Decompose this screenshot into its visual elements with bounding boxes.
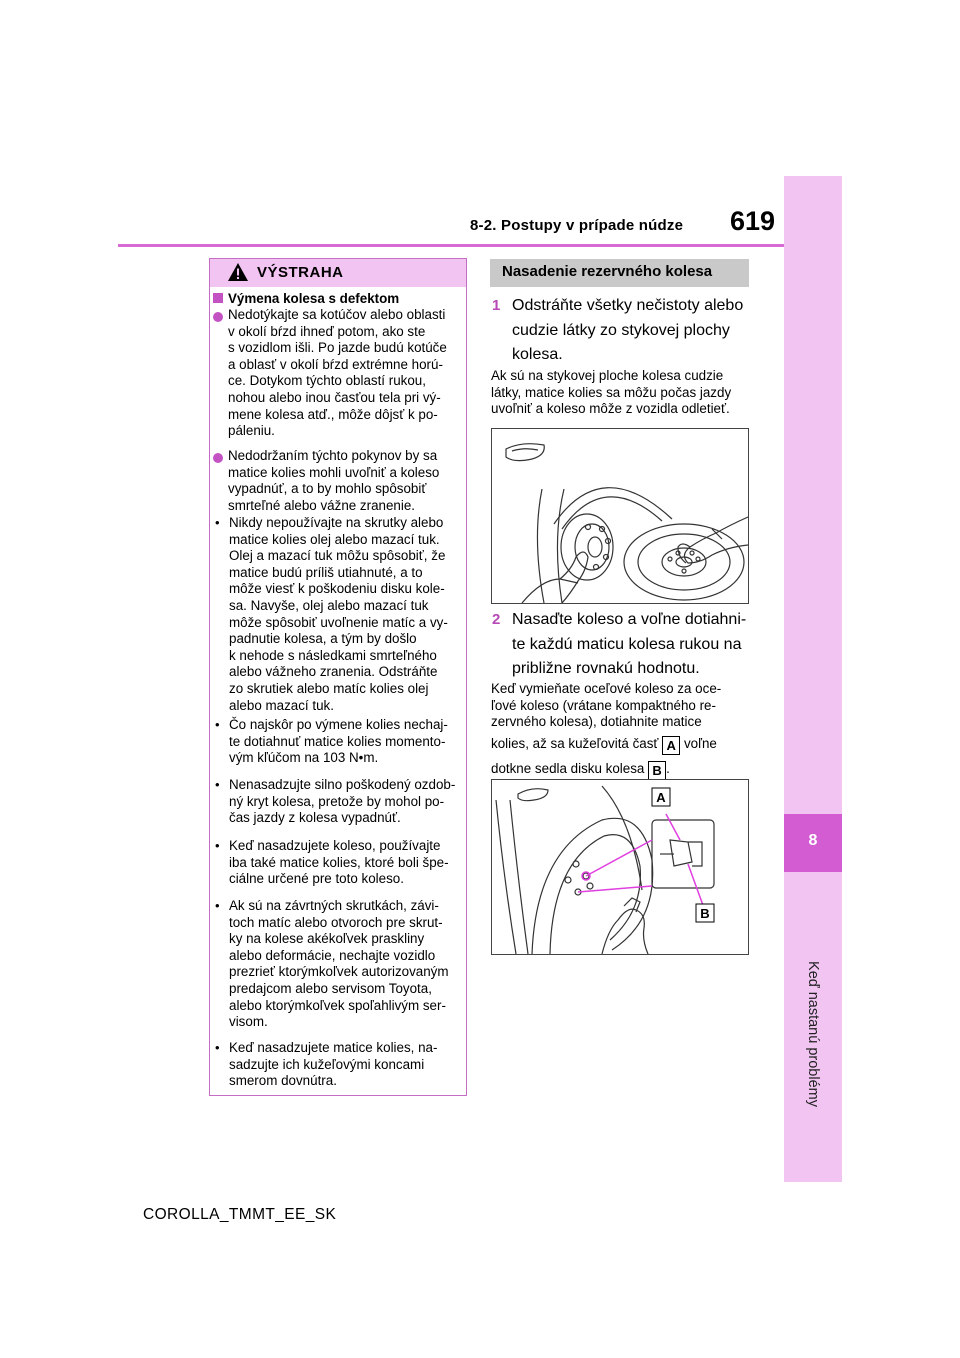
warning-bullet5 xyxy=(229,898,449,1031)
door-handle-shape xyxy=(518,789,548,801)
warning-line: matice kolies mohli uvoľniť a koleso xyxy=(228,464,440,480)
bullet-icon: • xyxy=(215,838,220,853)
warning-line: matice kolies olej alebo mazací tuk. xyxy=(229,531,440,547)
step-number: 2 xyxy=(492,611,501,628)
warning-subheading xyxy=(213,291,399,308)
step-line: te každú maticu kolesa rukou na xyxy=(512,635,742,653)
warning-line: sadzujte ich kužeľovými koncami xyxy=(229,1056,425,1072)
warning-line: vypadnúť, a to by mohlo spôsobiť xyxy=(228,481,427,497)
warning-bullet1 xyxy=(229,515,448,714)
note-line xyxy=(491,761,721,780)
bullet-icon: • xyxy=(215,898,220,913)
warning-line: matice budú príliš utiahnuté, a to xyxy=(229,564,423,580)
warning-line: môže viesť k poškodeniu disku kole- xyxy=(229,581,445,597)
step-line: kolesa. xyxy=(512,346,563,363)
warning-line: alebo mazací tuk. xyxy=(229,697,334,713)
warning-dot2 xyxy=(228,448,439,514)
warning-triangle-icon xyxy=(227,262,249,282)
note-line xyxy=(491,736,721,755)
warning-line: čas jazdy z kolesa vypadnúť. xyxy=(229,810,401,826)
note-line: ľové koleso (vrátane kompaktného re- xyxy=(491,697,716,713)
warning-line: padnutie kolesa, a tým by došlo xyxy=(229,631,417,647)
warning-line: ný kryt kolesa, pretože by mohol po- xyxy=(229,793,445,809)
warning-line: ky na kolese akékoľvek praskliny xyxy=(229,931,425,947)
step-line: približne rovnakú hodnotu. xyxy=(512,660,700,677)
warning-line: alebo deformácie, nechajte vozidlo xyxy=(229,947,436,963)
bullet-icon: • xyxy=(215,717,220,732)
note-line: uvoľniť a koleso môže z vozidla odletieť. xyxy=(491,401,730,417)
warning-line: prezrieť ktorýmkoľvek autorizovaným xyxy=(229,964,449,980)
warning-bullet6 xyxy=(229,1040,437,1090)
warning-dot1 xyxy=(228,307,447,440)
chapter-title-wrap xyxy=(693,961,933,1107)
note-line: látky, matice kolies sa môžu počas jazdy xyxy=(491,384,732,400)
warning-line: v okolí bŕzd ihneď potom, ako ste xyxy=(228,323,426,339)
warning-line: te dotiahnuť matice kolies momento- xyxy=(229,733,446,749)
note-text: dotkne sedla disku kolesa xyxy=(491,760,645,776)
bullet-icon: • xyxy=(215,777,220,792)
door-handle-shape xyxy=(506,444,544,461)
warning-line: Nenasadzujte silno poškodený ozdob- xyxy=(229,777,456,792)
warning-bullet4 xyxy=(229,838,449,888)
warning-line: ce. Dotykom týchto oblastí rukou, xyxy=(228,373,426,389)
warning-line: ciálne určené pre toto koleso. xyxy=(229,871,404,887)
warning-line: Nedodržaním týchto pokynov by sa xyxy=(228,448,438,463)
step-line: cudzie látky zo stykovej plochy xyxy=(512,321,730,339)
label-b-text: B xyxy=(700,906,710,921)
warning-line: smrteľné alebo vážne zranenie. xyxy=(228,497,416,513)
warning-line: páleniu. xyxy=(228,423,275,439)
section-title: 8-2. Postupy v prípade núdze xyxy=(470,217,684,234)
note-line: zervného kolesa), dotiahnite matice xyxy=(491,714,702,730)
warning-line: s vozidlom išli. Po jazde budú kotúče xyxy=(228,340,447,356)
warning-line: môže spôsobiť uvoľnenie matíc a vy- xyxy=(229,614,448,630)
note-line: Ak sú na stykovej ploche kolesa cudzie xyxy=(491,368,724,383)
chapter-title: Keď nastanú problémy xyxy=(805,961,821,1107)
warning-line: alebo vážneho zranenia. Odstráňte xyxy=(229,664,438,680)
warning-line: alebo ktorýmkoľvek spoľahlivým ser- xyxy=(229,997,446,1013)
square-bullet-icon xyxy=(213,293,223,303)
note-line: Keď vymieňate oceľové koleso za oce- xyxy=(491,681,722,696)
warning-line: vým kľúčom na 103 N•m. xyxy=(229,750,379,766)
label-a-inline: A xyxy=(662,736,680,755)
warning-line: Čo najskôr po výmene kolies nechaj- xyxy=(229,717,448,732)
warning-line: Nikdy nepoužívajte na skrutky alebo xyxy=(229,515,444,530)
warning-line: mene kolesa atď., môže dôjsť k po- xyxy=(228,406,438,422)
label-a-text: A xyxy=(656,790,666,805)
note-text: voľne xyxy=(683,735,717,751)
warning-line: a oblasť v okolí bŕzd extrémne horú- xyxy=(228,356,443,372)
warning-line: Olej a mazací tuk môžu spôsobiť, že xyxy=(229,548,446,564)
header-rule xyxy=(118,244,784,247)
step-number: 1 xyxy=(492,297,501,314)
step-line: Nasaďte koleso a voľne dotiahni- xyxy=(512,611,747,628)
section-heading: Nasadenie rezervného kolesa xyxy=(502,263,713,280)
warning-line: toch matíc alebo otvoroch pre skrut- xyxy=(229,914,443,930)
warning-line: visom. xyxy=(229,1014,268,1030)
warning-line: smerom dovnútra. xyxy=(229,1073,337,1089)
warning-line: nohou alebo inou časťou tela pri vý- xyxy=(228,389,441,405)
warning-line: k nehode s následkami smrteľného xyxy=(229,647,437,663)
step1-note xyxy=(491,368,731,418)
note-text: . xyxy=(666,760,670,776)
warning-line: predajcom alebo servisom Toyota, xyxy=(229,980,432,996)
step-line: Odstráňte všetky nečistoty alebo xyxy=(512,297,744,314)
step2-note xyxy=(491,681,721,780)
warning-subheading-text: Výmena kolesa s defektom xyxy=(228,291,400,306)
warning-line: sa. Navyše, olej alebo mazací tuk xyxy=(229,597,429,613)
figure-mount-wheel-nuts xyxy=(491,779,749,955)
warning-line: Keď nasadzujete matice kolies, na- xyxy=(229,1040,438,1055)
step2-text xyxy=(512,608,746,682)
document-code: COROLLA_TMMT_EE_SK xyxy=(143,1206,337,1223)
figure-clean-wheel-surface xyxy=(491,428,749,604)
warning-line: iba také matice kolies, ktoré boli špe- xyxy=(229,854,449,870)
warning-line: Keď nasadzujete koleso, používajte xyxy=(229,838,441,853)
chapter-number: 8 xyxy=(808,832,818,849)
warning-title: VÝSTRAHA xyxy=(257,264,344,281)
warning-bullet3 xyxy=(229,777,455,827)
bullet-icon: • xyxy=(215,1040,220,1055)
page-number: 619 xyxy=(730,206,776,236)
warning-line: zo skrutiek alebo matíc kolies olej xyxy=(229,680,429,696)
dot-bullet-icon xyxy=(213,453,223,463)
dot-bullet-icon xyxy=(213,312,223,322)
note-text: kolies, až sa kužeľovitá časť xyxy=(491,735,659,751)
step1-text xyxy=(512,294,743,368)
bullet-icon: • xyxy=(215,515,220,530)
warning-bullet2 xyxy=(229,717,448,767)
label-b-inline: B xyxy=(648,761,666,780)
warning-line: Nedotýkajte sa kotúčov alebo oblasti xyxy=(228,307,446,322)
warning-line: Ak sú na závrtných skrutkách, závi- xyxy=(229,898,439,913)
